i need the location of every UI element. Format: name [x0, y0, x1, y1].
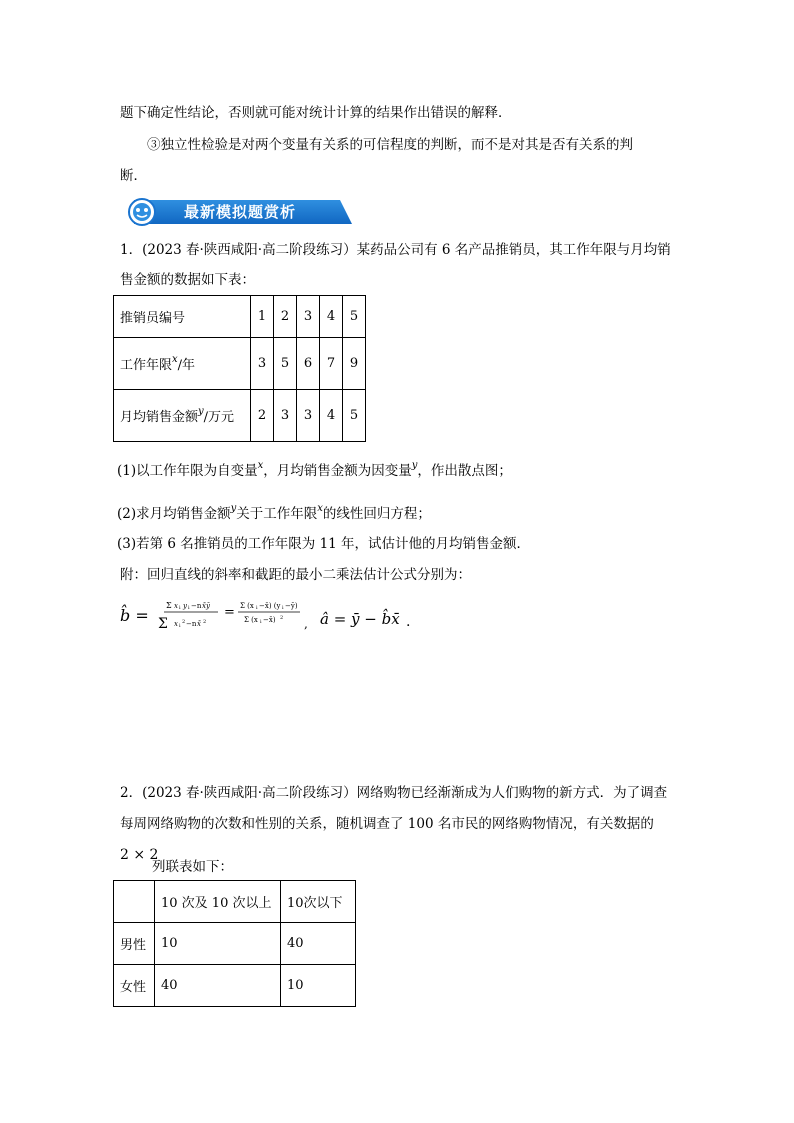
math-2x2: 2 × 2	[120, 847, 159, 863]
text-part: ，作出散点图；	[417, 463, 512, 479]
q1-part-2	[117, 505, 431, 525]
table-cell: 40	[281, 923, 356, 965]
svg-text:,: ,	[304, 617, 308, 631]
table-cell: 4	[320, 390, 343, 442]
label-part: 工作年限	[120, 358, 173, 373]
table-cell: 3	[251, 338, 274, 390]
q1-note: 附：回归直线的斜率和截距的最小二乘法估计公式分别为：	[120, 567, 471, 583]
svg-text:Σ: Σ	[158, 616, 168, 632]
formula-period: .	[406, 614, 411, 630]
table-cell: 9	[343, 338, 366, 390]
table-cell: 5	[274, 338, 297, 390]
table-cell: 10	[281, 965, 356, 1007]
q1-part-1	[117, 462, 512, 482]
variable-x: x	[257, 460, 264, 471]
svg-text:x̄: x̄	[197, 620, 201, 628]
svg-text:2: 2	[280, 615, 284, 621]
regression-formula	[120, 596, 420, 642]
svg-text:2: 2	[203, 619, 207, 625]
formula-b-hat: b̂ =	[120, 606, 149, 625]
svg-text:x̄ȳ: x̄ȳ	[202, 602, 210, 610]
svg-text:−n: −n	[186, 620, 197, 628]
table-cell	[114, 338, 251, 390]
table-cell: 2	[274, 296, 297, 338]
table-cell: 推销员编号	[114, 296, 251, 338]
q2-contingency-table	[113, 880, 356, 1007]
table-cell: 10次以下	[281, 881, 356, 923]
svg-text:−x̄): −x̄)	[263, 616, 276, 624]
svg-text:=: =	[224, 605, 235, 620]
table-cell: 男性	[114, 923, 155, 965]
q1-stem-line-1: 1．(2023 春·陕西咸阳·高二阶段练习）某药品公司有 6 名产品推销员，其工作年限与月均销	[120, 242, 671, 258]
svg-text:x: x	[174, 620, 178, 628]
text-part: 的线性回归方程；	[322, 506, 431, 522]
svg-text:x: x	[174, 602, 178, 610]
svg-text:2: 2	[182, 619, 186, 625]
svg-text:Σ (x: Σ (x	[244, 616, 258, 624]
svg-text:i: i	[256, 605, 258, 611]
table-cell: 10 次及 10 次以上	[155, 881, 281, 923]
table-cell: 5	[343, 296, 366, 338]
q1-part-3: (3)若第 6 名推销员的工作年限为 11 年，试估计他的月均销售金额．	[117, 536, 531, 552]
table-cell: 2	[251, 390, 274, 442]
text-part: (1)以工作年限为自变量	[117, 463, 258, 479]
text-part: ，月均销售金额为因变量	[263, 463, 412, 479]
svg-text:i: i	[188, 605, 190, 611]
table-row	[114, 296, 366, 338]
section-banner	[120, 198, 352, 226]
q2-stem-line-2: 每周网络购物的次数和性别的关系，随机调查了 100 名市民的网络购物情况，有关数据的	[120, 816, 654, 832]
table-row	[114, 390, 366, 442]
table-cell: 6	[297, 338, 320, 390]
svg-text:i: i	[179, 623, 181, 629]
svg-text:−x̄) (y: −x̄) (y	[259, 602, 281, 610]
q2-stem-line-1: 2．(2023 春·陕西咸阳·高二阶段练习）网络购物已经渐渐成为人们购物的新方式．为了调查	[120, 785, 668, 801]
svg-text:y: y	[183, 602, 187, 610]
table-cell: 3	[274, 390, 297, 442]
banner-title: 最新模拟题赏析	[184, 203, 297, 221]
table-cell: 3	[297, 296, 320, 338]
svg-text:i: i	[260, 619, 262, 625]
intro-line-1: 题下确定性结论，否则就可能对统计计算的结果作出错误的解释．	[120, 105, 512, 121]
table-cell	[114, 881, 155, 923]
table-cell: 10	[155, 923, 281, 965]
table-row	[114, 965, 356, 1007]
text-part: 关于工作年限	[236, 506, 318, 522]
table-cell: 40	[155, 965, 281, 1007]
q1-stem-line-2: 售金额的数据如下表：	[120, 272, 255, 288]
q1-data-table	[113, 295, 366, 442]
table-cell	[114, 390, 251, 442]
label-part: 月均销售金额	[120, 410, 199, 425]
variable-y: y	[411, 460, 418, 471]
variable-x: x	[317, 503, 323, 514]
svg-text:Σ (x: Σ (x	[240, 602, 254, 610]
table-row	[114, 923, 356, 965]
variable-y: y	[198, 406, 204, 417]
text-part: (2)求月均销售金额	[117, 506, 231, 522]
q2-stem-line-3-text: 列联表如下：	[152, 859, 233, 875]
formula-a-hat: â = ȳ − b̂x̄	[320, 610, 400, 628]
intro-line-2: ③独立性检验是对两个变量有关系的可信程度的判断，而不是对其是否有关系的判	[147, 137, 633, 153]
variable-x: x	[172, 354, 178, 365]
table-row	[114, 338, 366, 390]
svg-text:−ȳ): −ȳ)	[285, 602, 298, 610]
intro-line-3: 断．	[120, 168, 147, 184]
table-cell: 4	[320, 296, 343, 338]
svg-text:i: i	[282, 605, 284, 611]
table-cell: 1	[251, 296, 274, 338]
table-row	[114, 881, 356, 923]
table-cell: 5	[343, 390, 366, 442]
table-cell: 女性	[114, 965, 155, 1007]
variable-y: y	[230, 503, 237, 514]
svg-text:−n: −n	[191, 602, 202, 610]
label-part: /万元	[203, 410, 235, 425]
table-cell: 3	[297, 390, 320, 442]
label-part: /年	[177, 358, 196, 373]
svg-text:i: i	[179, 605, 181, 611]
svg-text:Σ: Σ	[166, 601, 172, 610]
table-cell: 7	[320, 338, 343, 390]
